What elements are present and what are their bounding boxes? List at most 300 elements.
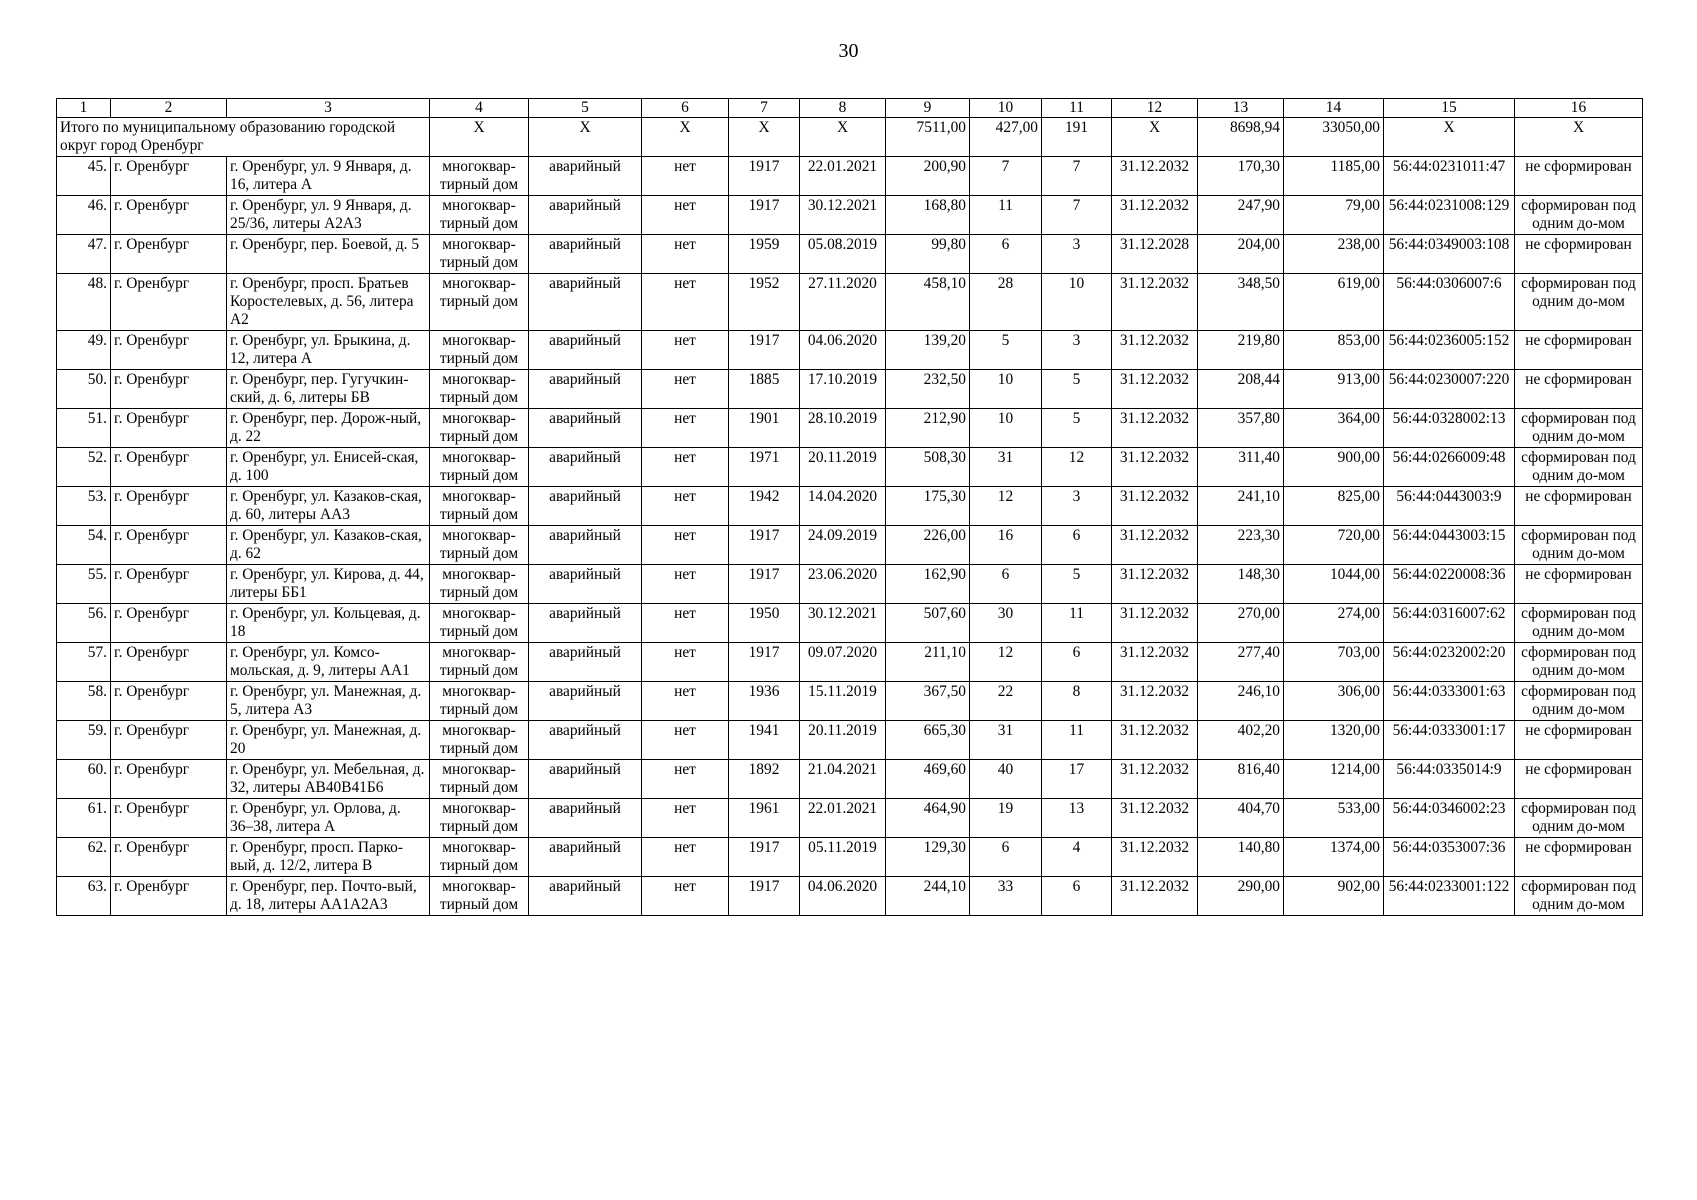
table-row [57, 157, 1643, 196]
total-cell: X [1384, 118, 1515, 157]
recognition-date-cell: 23.06.2020 [800, 565, 886, 604]
city-cell: г. Оренбург [111, 409, 227, 448]
deadline-cell: 31.12.2032 [1112, 877, 1198, 916]
land-status-cell: сформирован под одним до-мом [1515, 274, 1643, 331]
flag-cell: нет [642, 235, 729, 274]
cadastral-number-cell: 56:44:0349003:108 [1384, 235, 1515, 274]
total-cell: X [529, 118, 642, 157]
condition-cell: аварийный [529, 721, 642, 760]
flag-cell: нет [642, 526, 729, 565]
total-cell: X [642, 118, 729, 157]
column-number: 7 [729, 99, 800, 118]
building-type-cell: многоквар-тирный дом [430, 235, 529, 274]
apartments-cell: 6 [1042, 643, 1112, 682]
total-area: 7511,00 [886, 118, 970, 157]
row-number: 48. [57, 274, 111, 331]
condition-cell: аварийный [529, 604, 642, 643]
land-area-cell: 238,00 [1284, 235, 1384, 274]
recognition-date-cell: 20.11.2019 [800, 448, 886, 487]
recognition-date-cell: 15.11.2019 [800, 682, 886, 721]
table-row [57, 331, 1643, 370]
city-cell: г. Оренбург [111, 838, 227, 877]
recognition-date-cell: 28.10.2019 [800, 409, 886, 448]
condition-cell: аварийный [529, 274, 642, 331]
area-cell: 458,10 [886, 274, 970, 331]
cadastral-number-cell: 56:44:0335014:9 [1384, 760, 1515, 799]
area-cell: 508,30 [886, 448, 970, 487]
city-cell: г. Оренбург [111, 565, 227, 604]
area-cell: 139,20 [886, 331, 970, 370]
land-status-cell: сформирован под одним до-мом [1515, 526, 1643, 565]
flag-cell: нет [642, 565, 729, 604]
table-row [57, 370, 1643, 409]
flag-cell: нет [642, 643, 729, 682]
row-number: 45. [57, 157, 111, 196]
row-number: 46. [57, 196, 111, 235]
deadline-cell: 31.12.2032 [1112, 721, 1198, 760]
address-cell: г. Оренбург, просп. Парко-вый, д. 12/2, литера В [227, 838, 430, 877]
area-cell: 244,10 [886, 877, 970, 916]
column-number: 2 [111, 99, 227, 118]
cadastral-number-cell: 56:44:0316007:62 [1384, 604, 1515, 643]
total-cell: 427,00 [970, 118, 1042, 157]
total-cell: 191 [1042, 118, 1112, 157]
total-row [57, 118, 1643, 157]
condition-cell: аварийный [529, 760, 642, 799]
column-number: 13 [1198, 99, 1284, 118]
year-cell: 1971 [729, 448, 800, 487]
city-cell: г. Оренбург [111, 682, 227, 721]
building-type-cell: многоквар-тирный дом [430, 487, 529, 526]
value-cell: 816,40 [1198, 760, 1284, 799]
land-status-cell: не сформирован [1515, 157, 1643, 196]
apartments-cell: 3 [1042, 235, 1112, 274]
building-type-cell: многоквар-тирный дом [430, 196, 529, 235]
residents-cell: 11 [970, 196, 1042, 235]
row-number: 54. [57, 526, 111, 565]
building-type-cell: многоквар-тирный дом [430, 838, 529, 877]
total-cell: 33050,00 [1284, 118, 1384, 157]
apartments-cell: 4 [1042, 838, 1112, 877]
flag-cell: нет [642, 370, 729, 409]
address-cell: г. Оренбург, просп. Братьев Коростелевых, д. 56, литера А2 [227, 274, 430, 331]
row-number: 60. [57, 760, 111, 799]
cadastral-number-cell: 56:44:0231011:47 [1384, 157, 1515, 196]
deadline-cell: 31.12.2032 [1112, 331, 1198, 370]
address-cell: г. Оренбург, ул. Манежная, д. 5, литера А3 [227, 682, 430, 721]
year-cell: 1917 [729, 838, 800, 877]
row-number: 59. [57, 721, 111, 760]
total-cell: X [1515, 118, 1643, 157]
table-row [57, 565, 1643, 604]
year-cell: 1917 [729, 877, 800, 916]
value-cell: 290,00 [1198, 877, 1284, 916]
year-cell: 1892 [729, 760, 800, 799]
year-cell: 1885 [729, 370, 800, 409]
residents-cell: 5 [970, 331, 1042, 370]
building-type-cell: многоквар-тирный дом [430, 370, 529, 409]
condition-cell: аварийный [529, 565, 642, 604]
cadastral-number-cell: 56:44:0220008:36 [1384, 565, 1515, 604]
area-cell: 469,60 [886, 760, 970, 799]
residents-cell: 30 [970, 604, 1042, 643]
column-number-row [57, 99, 1643, 118]
recognition-date-cell: 05.08.2019 [800, 235, 886, 274]
residents-cell: 6 [970, 565, 1042, 604]
apartments-cell: 7 [1042, 196, 1112, 235]
deadline-cell: 31.12.2032 [1112, 274, 1198, 331]
land-status-cell: сформирован под одним до-мом [1515, 799, 1643, 838]
value-cell: 208,44 [1198, 370, 1284, 409]
address-cell: г. Оренбург, ул. Манежная, д. 20 [227, 721, 430, 760]
year-cell: 1917 [729, 196, 800, 235]
building-type-cell: многоквар-тирный дом [430, 604, 529, 643]
area-cell: 507,60 [886, 604, 970, 643]
value-cell: 348,50 [1198, 274, 1284, 331]
row-number: 56. [57, 604, 111, 643]
land-area-cell: 533,00 [1284, 799, 1384, 838]
building-type-cell: многоквар-тирный дом [430, 526, 529, 565]
flag-cell: нет [642, 409, 729, 448]
land-area-cell: 1185,00 [1284, 157, 1384, 196]
value-cell: 402,20 [1198, 721, 1284, 760]
row-number: 58. [57, 682, 111, 721]
recognition-date-cell: 20.11.2019 [800, 721, 886, 760]
deadline-cell: 31.12.2032 [1112, 370, 1198, 409]
residents-cell: 16 [970, 526, 1042, 565]
condition-cell: аварийный [529, 331, 642, 370]
year-cell: 1901 [729, 409, 800, 448]
condition-cell: аварийный [529, 370, 642, 409]
value-cell: 246,10 [1198, 682, 1284, 721]
table-row [57, 760, 1643, 799]
area-cell: 665,30 [886, 721, 970, 760]
apartments-cell: 7 [1042, 157, 1112, 196]
land-status-cell: не сформирован [1515, 565, 1643, 604]
recognition-date-cell: 27.11.2020 [800, 274, 886, 331]
condition-cell: аварийный [529, 235, 642, 274]
deadline-cell: 31.12.2032 [1112, 643, 1198, 682]
cadastral-number-cell: 56:44:0333001:63 [1384, 682, 1515, 721]
value-cell: 204,00 [1198, 235, 1284, 274]
total-cell: X [1112, 118, 1198, 157]
deadline-cell: 31.12.2032 [1112, 604, 1198, 643]
recognition-date-cell: 24.09.2019 [800, 526, 886, 565]
flag-cell: нет [642, 196, 729, 235]
column-number: 14 [1284, 99, 1384, 118]
area-cell: 99,80 [886, 235, 970, 274]
cadastral-number-cell: 56:44:0328002:13 [1384, 409, 1515, 448]
city-cell: г. Оренбург [111, 526, 227, 565]
address-cell: г. Оренбург, пер. Гугучкин-ский, д. 6, литеры БВ [227, 370, 430, 409]
year-cell: 1941 [729, 721, 800, 760]
land-status-cell: сформирован под одним до-мом [1515, 196, 1643, 235]
year-cell: 1952 [729, 274, 800, 331]
address-cell: г. Оренбург, ул. Казаков-ская, д. 60, литеры АА3 [227, 487, 430, 526]
table-row [57, 838, 1643, 877]
address-cell: г. Оренбург, пер. Дорож-ный, д. 22 [227, 409, 430, 448]
flag-cell: нет [642, 274, 729, 331]
deadline-cell: 31.12.2032 [1112, 487, 1198, 526]
cadastral-number-cell: 56:44:0306007:6 [1384, 274, 1515, 331]
row-number: 49. [57, 331, 111, 370]
residents-cell: 6 [970, 838, 1042, 877]
column-number: 3 [227, 99, 430, 118]
deadline-cell: 31.12.2032 [1112, 196, 1198, 235]
land-status-cell: не сформирован [1515, 331, 1643, 370]
city-cell: г. Оренбург [111, 799, 227, 838]
row-number: 62. [57, 838, 111, 877]
column-number: 9 [886, 99, 970, 118]
column-number: 5 [529, 99, 642, 118]
table-row [57, 799, 1643, 838]
condition-cell: аварийный [529, 643, 642, 682]
residents-cell: 31 [970, 721, 1042, 760]
apartments-cell: 12 [1042, 448, 1112, 487]
flag-cell: нет [642, 604, 729, 643]
value-cell: 219,80 [1198, 331, 1284, 370]
row-number: 51. [57, 409, 111, 448]
value-cell: 148,30 [1198, 565, 1284, 604]
apartments-cell: 10 [1042, 274, 1112, 331]
apartments-cell: 6 [1042, 526, 1112, 565]
residents-cell: 7 [970, 157, 1042, 196]
land-status-cell: сформирован под одним до-мом [1515, 877, 1643, 916]
land-area-cell: 274,00 [1284, 604, 1384, 643]
flag-cell: нет [642, 877, 729, 916]
area-cell: 162,90 [886, 565, 970, 604]
address-cell: г. Оренбург, ул. Кирова, д. 44, литеры ББ1 [227, 565, 430, 604]
deadline-cell: 31.12.2032 [1112, 565, 1198, 604]
cadastral-number-cell: 56:44:0443003:9 [1384, 487, 1515, 526]
land-status-cell: не сформирован [1515, 760, 1643, 799]
residents-cell: 10 [970, 409, 1042, 448]
address-cell: г. Оренбург, ул. Енисей-ская, д. 100 [227, 448, 430, 487]
city-cell: г. Оренбург [111, 721, 227, 760]
table-row [57, 235, 1643, 274]
cadastral-number-cell: 56:44:0236005:152 [1384, 331, 1515, 370]
value-cell: 223,30 [1198, 526, 1284, 565]
cadastral-number-cell: 56:44:0333001:17 [1384, 721, 1515, 760]
city-cell: г. Оренбург [111, 370, 227, 409]
building-type-cell: многоквар-тирный дом [430, 682, 529, 721]
flag-cell: нет [642, 799, 729, 838]
address-cell: г. Оренбург, пер. Почто-вый, д. 18, литеры АА1А2А3 [227, 877, 430, 916]
cadastral-number-cell: 56:44:0266009:48 [1384, 448, 1515, 487]
area-cell: 211,10 [886, 643, 970, 682]
condition-cell: аварийный [529, 409, 642, 448]
value-cell: 357,80 [1198, 409, 1284, 448]
table-row [57, 196, 1643, 235]
address-cell: г. Оренбург, ул. Брыкина, д. 12, литера А [227, 331, 430, 370]
table-row [57, 526, 1643, 565]
row-number: 47. [57, 235, 111, 274]
apartments-cell: 6 [1042, 877, 1112, 916]
row-number: 63. [57, 877, 111, 916]
total-cell: X [430, 118, 529, 157]
table-row [57, 274, 1643, 331]
row-number: 50. [57, 370, 111, 409]
condition-cell: аварийный [529, 838, 642, 877]
table-row [57, 643, 1643, 682]
year-cell: 1936 [729, 682, 800, 721]
year-cell: 1942 [729, 487, 800, 526]
city-cell: г. Оренбург [111, 877, 227, 916]
condition-cell: аварийный [529, 487, 642, 526]
column-number: 11 [1042, 99, 1112, 118]
city-cell: г. Оренбург [111, 157, 227, 196]
deadline-cell: 31.12.2032 [1112, 838, 1198, 877]
address-cell: г. Оренбург, ул. Мебельная, д. 32, литеры АВ40В41Б6 [227, 760, 430, 799]
land-status-cell: сформирован под одним до-мом [1515, 682, 1643, 721]
building-type-cell: многоквар-тирный дом [430, 448, 529, 487]
flag-cell: нет [642, 448, 729, 487]
apartments-cell: 5 [1042, 409, 1112, 448]
building-type-cell: многоквар-тирный дом [430, 877, 529, 916]
row-number: 57. [57, 643, 111, 682]
apartments-cell: 3 [1042, 487, 1112, 526]
deadline-cell: 31.12.2032 [1112, 526, 1198, 565]
residents-cell: 6 [970, 235, 1042, 274]
year-cell: 1950 [729, 604, 800, 643]
value-cell: 247,90 [1198, 196, 1284, 235]
apartments-cell: 5 [1042, 565, 1112, 604]
city-cell: г. Оренбург [111, 604, 227, 643]
deadline-cell: 31.12.2032 [1112, 448, 1198, 487]
building-type-cell: многоквар-тирный дом [430, 565, 529, 604]
address-cell: г. Оренбург, ул. Казаков-ская, д. 62 [227, 526, 430, 565]
land-status-cell: не сформирован [1515, 235, 1643, 274]
address-cell: г. Оренбург, ул. Орлова, д. 36–38, литера А [227, 799, 430, 838]
deadline-cell: 31.12.2032 [1112, 409, 1198, 448]
land-status-cell: не сформирован [1515, 838, 1643, 877]
city-cell: г. Оренбург [111, 331, 227, 370]
cadastral-number-cell: 56:44:0346002:23 [1384, 799, 1515, 838]
column-number: 6 [642, 99, 729, 118]
value-cell: 170,30 [1198, 157, 1284, 196]
residents-cell: 19 [970, 799, 1042, 838]
land-area-cell: 825,00 [1284, 487, 1384, 526]
condition-cell: аварийный [529, 526, 642, 565]
residents-cell: 33 [970, 877, 1042, 916]
area-cell: 232,50 [886, 370, 970, 409]
table-row [57, 877, 1643, 916]
row-number: 52. [57, 448, 111, 487]
cadastral-number-cell: 56:44:0230007:220 [1384, 370, 1515, 409]
recognition-date-cell: 22.01.2021 [800, 157, 886, 196]
land-area-cell: 703,00 [1284, 643, 1384, 682]
apartments-cell: 11 [1042, 721, 1112, 760]
area-cell: 212,90 [886, 409, 970, 448]
land-status-cell: не сформирован [1515, 721, 1643, 760]
area-cell: 129,30 [886, 838, 970, 877]
table-row [57, 682, 1643, 721]
address-cell: г. Оренбург, ул. 9 Января, д. 25/36, литеры А2А3 [227, 196, 430, 235]
table-row [57, 409, 1643, 448]
recognition-date-cell: 17.10.2019 [800, 370, 886, 409]
area-cell: 367,50 [886, 682, 970, 721]
flag-cell: нет [642, 682, 729, 721]
building-type-cell: многоквар-тирный дом [430, 799, 529, 838]
column-number: 10 [970, 99, 1042, 118]
city-cell: г. Оренбург [111, 235, 227, 274]
table-row [57, 448, 1643, 487]
building-type-cell: многоквар-тирный дом [430, 721, 529, 760]
table-row [57, 487, 1643, 526]
recognition-date-cell: 30.12.2021 [800, 604, 886, 643]
row-number: 55. [57, 565, 111, 604]
building-type-cell: многоквар-тирный дом [430, 274, 529, 331]
row-number: 53. [57, 487, 111, 526]
value-cell: 311,40 [1198, 448, 1284, 487]
building-type-cell: многоквар-тирный дом [430, 760, 529, 799]
flag-cell: нет [642, 721, 729, 760]
recognition-date-cell: 14.04.2020 [800, 487, 886, 526]
residents-cell: 10 [970, 370, 1042, 409]
year-cell: 1959 [729, 235, 800, 274]
land-area-cell: 900,00 [1284, 448, 1384, 487]
address-cell: г. Оренбург, пер. Боевой, д. 5 [227, 235, 430, 274]
year-cell: 1917 [729, 331, 800, 370]
cadastral-number-cell: 56:44:0231008:129 [1384, 196, 1515, 235]
cadastral-number-cell: 56:44:0353007:36 [1384, 838, 1515, 877]
residents-cell: 12 [970, 643, 1042, 682]
column-number: 4 [430, 99, 529, 118]
city-cell: г. Оренбург [111, 760, 227, 799]
total-cell: X [729, 118, 800, 157]
recognition-date-cell: 22.01.2021 [800, 799, 886, 838]
deadline-cell: 31.12.2028 [1112, 235, 1198, 274]
address-cell: г. Оренбург, ул. Комсо-мольская, д. 9, литеры АА1 [227, 643, 430, 682]
recognition-date-cell: 21.04.2021 [800, 760, 886, 799]
residents-cell: 22 [970, 682, 1042, 721]
deadline-cell: 31.12.2032 [1112, 760, 1198, 799]
column-number: 16 [1515, 99, 1643, 118]
land-area-cell: 1214,00 [1284, 760, 1384, 799]
value-cell: 140,80 [1198, 838, 1284, 877]
apartments-cell: 13 [1042, 799, 1112, 838]
column-number: 15 [1384, 99, 1515, 118]
city-cell: г. Оренбург [111, 643, 227, 682]
total-cell: X [800, 118, 886, 157]
column-number: 1 [57, 99, 111, 118]
condition-cell: аварийный [529, 157, 642, 196]
flag-cell: нет [642, 838, 729, 877]
flag-cell: нет [642, 331, 729, 370]
building-type-cell: многоквар-тирный дом [430, 157, 529, 196]
table-row [57, 721, 1643, 760]
address-cell: г. Оренбург, ул. Кольцевая, д. 18 [227, 604, 430, 643]
land-area-cell: 902,00 [1284, 877, 1384, 916]
residents-cell: 28 [970, 274, 1042, 331]
year-cell: 1917 [729, 643, 800, 682]
recognition-date-cell: 30.12.2021 [800, 196, 886, 235]
area-cell: 168,80 [886, 196, 970, 235]
area-cell: 464,90 [886, 799, 970, 838]
value-cell: 270,00 [1198, 604, 1284, 643]
table-row [57, 604, 1643, 643]
apartments-cell: 8 [1042, 682, 1112, 721]
land-area-cell: 1374,00 [1284, 838, 1384, 877]
land-area-cell: 79,00 [1284, 196, 1384, 235]
residents-cell: 31 [970, 448, 1042, 487]
land-area-cell: 364,00 [1284, 409, 1384, 448]
year-cell: 1961 [729, 799, 800, 838]
residents-cell: 40 [970, 760, 1042, 799]
page-number: 30 [838, 40, 859, 62]
address-cell: г. Оренбург, ул. 9 Января, д. 16, литера А [227, 157, 430, 196]
deadline-cell: 31.12.2032 [1112, 682, 1198, 721]
